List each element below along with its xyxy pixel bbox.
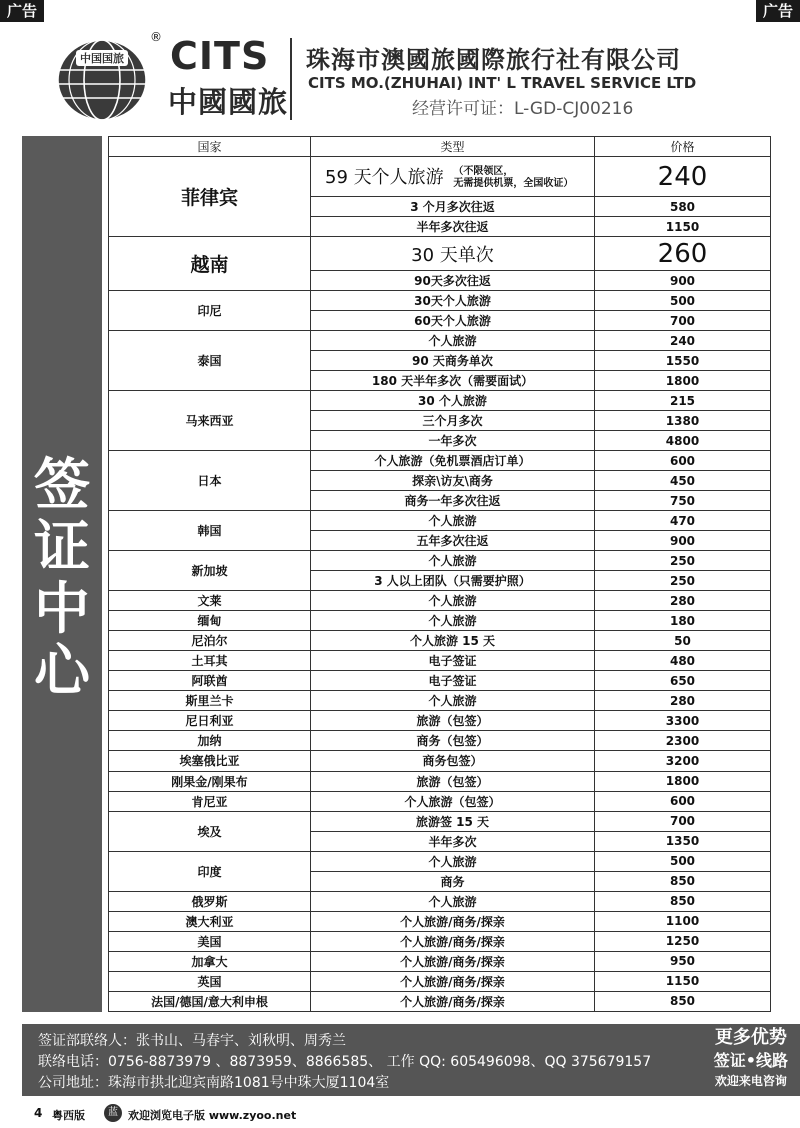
type-cell: 三个月多次 <box>311 411 595 431</box>
table-row <box>109 751 771 771</box>
type-cell: 个人旅游 <box>311 611 595 631</box>
type-cell: 半年多次 <box>311 831 595 851</box>
country-cell: 英国 <box>109 971 311 991</box>
type-cell: 探亲\访友\商务 <box>311 471 595 491</box>
type-cell: 180 天半年多次（需要面试） <box>311 371 595 391</box>
table-row <box>109 631 771 651</box>
price-cell: 180 <box>595 611 771 631</box>
type-cell: 个人旅游/商务/探亲 <box>311 991 595 1011</box>
type-cell: 3 个月多次往返 <box>311 197 595 217</box>
type-cell: 30 个人旅游 <box>311 391 595 411</box>
visa-price-table <box>108 136 771 1012</box>
company-name-en: CITS MO.(ZHUHAI) INT' L TRAVEL SERVICE LTD <box>308 74 697 92</box>
promo-line-2: 签证•线路 <box>713 1051 788 1070</box>
table-row <box>109 611 771 631</box>
promo-box <box>714 1026 788 1090</box>
type-cell: 旅游（包签） <box>311 771 595 791</box>
promo-line-3: 欢迎来电咨询 <box>714 1074 787 1088</box>
type-cell: 3 人以上团队（只需要护照） <box>311 571 595 591</box>
table-row <box>109 911 771 931</box>
country-cell: 澳大利亚 <box>109 911 311 931</box>
price-cell: 280 <box>595 691 771 711</box>
price-cell: 4800 <box>595 431 771 451</box>
country-cell: 肯尼亚 <box>109 791 311 811</box>
edition-label: 粤西版 <box>52 1109 85 1122</box>
country-cell: 菲律宾 <box>109 157 311 237</box>
type-cell: 个人旅游 <box>311 331 595 351</box>
table-row <box>109 791 771 811</box>
price-cell: 1250 <box>595 931 771 951</box>
table-row <box>109 237 771 271</box>
country-cell: 加拿大 <box>109 951 311 971</box>
globe-text: 中国国旅 <box>80 52 124 65</box>
country-cell: 印度 <box>109 851 311 891</box>
price-cell: 850 <box>595 991 771 1011</box>
country-cell: 刚果金/刚果布 <box>109 771 311 791</box>
price-cell: 600 <box>595 791 771 811</box>
header-type: 类型 <box>311 137 595 157</box>
price-cell: 1380 <box>595 411 771 431</box>
price-cell: 600 <box>595 451 771 471</box>
price-cell: 1800 <box>595 771 771 791</box>
table-row <box>109 391 771 411</box>
type-cell: 30天个人旅游 <box>311 291 595 311</box>
price-cell: 500 <box>595 851 771 871</box>
contact-persons: 签证部联络人：张书山、马春宇、刘秋明、周秀兰 <box>38 1033 346 1049</box>
country-cell: 埃塞俄比亚 <box>109 751 311 771</box>
type-cell: 60天个人旅游 <box>311 311 595 331</box>
type-cell: 个人旅游 <box>311 891 595 911</box>
price-cell: 280 <box>595 591 771 611</box>
price-cell: 850 <box>595 871 771 891</box>
table-row <box>109 951 771 971</box>
type-cell: 个人旅游（免机票酒店订单） <box>311 451 595 471</box>
country-cell: 斯里兰卡 <box>109 691 311 711</box>
type-cell: 个人旅游 <box>311 551 595 571</box>
price-cell: 480 <box>595 651 771 671</box>
type-cell: 个人旅游 <box>311 851 595 871</box>
type-cell: 90 天商务单次 <box>311 351 595 371</box>
price-cell: 1150 <box>595 217 771 237</box>
country-cell: 泰国 <box>109 331 311 391</box>
promo-line-1: 更多优势 <box>714 1027 787 1048</box>
type-cell: 90天多次往返 <box>311 271 595 291</box>
side-title-char: 签 <box>34 452 90 518</box>
table-row <box>109 651 771 671</box>
website-link[interactable]: 欢迎浏览电子版 www.zyoo.net <box>128 1109 297 1122</box>
type-cell: 个人旅游（包签） <box>311 791 595 811</box>
type-cell: 一年多次 <box>311 431 595 451</box>
country-cell: 土耳其 <box>109 651 311 671</box>
side-title-char: 心 <box>34 638 90 704</box>
type-cell: 商务（包签） <box>311 731 595 751</box>
table-row <box>109 811 771 831</box>
type-cell <box>311 157 595 197</box>
price-cell: 3300 <box>595 711 771 731</box>
price-cell: 1550 <box>595 351 771 371</box>
country-cell: 埃及 <box>109 811 311 851</box>
type-cell: 商务包签） <box>311 751 595 771</box>
type-cell: 个人旅游/商务/探亲 <box>311 931 595 951</box>
price-cell: 750 <box>595 491 771 511</box>
table-row <box>109 971 771 991</box>
type-cell: 个人旅游 <box>311 591 595 611</box>
header <box>0 28 800 128</box>
price-cell: 1350 <box>595 831 771 851</box>
price-cell: 1150 <box>595 971 771 991</box>
type-cell: 商务一年多次往返 <box>311 491 595 511</box>
country-cell: 尼日利亚 <box>109 711 311 731</box>
price-cell: 850 <box>595 891 771 911</box>
type-cell: 个人旅游 15 天 <box>311 631 595 651</box>
table-row <box>109 691 771 711</box>
price-cell: 450 <box>595 471 771 491</box>
country-cell: 韩国 <box>109 511 311 551</box>
brand-name: CITS <box>170 34 270 78</box>
table-row <box>109 291 771 311</box>
price-cell: 470 <box>595 511 771 531</box>
table-row <box>109 931 771 951</box>
contact-phones: 联络电话：0756-8873979 、8873959、8866585、 工作 QQ: 605496098、QQ 375679157 <box>38 1054 652 1070</box>
table-row <box>109 851 771 871</box>
table-row <box>109 991 771 1011</box>
company-name-cn: 珠海市澳國旅國際旅行社有限公司 <box>306 46 681 74</box>
page-number: 4 <box>34 1106 43 1120</box>
country-cell: 越南 <box>109 237 311 291</box>
type-cell: 个人旅游/商务/探亲 <box>311 951 595 971</box>
type-cell: 旅游签 15 天 <box>311 811 595 831</box>
license-number: 经营许可证：L-GD-CJ00216 <box>412 99 634 119</box>
type-cell: 半年多次往返 <box>311 217 595 237</box>
price-cell: 900 <box>595 271 771 291</box>
side-banner <box>22 136 102 1012</box>
type-cell: 个人旅游/商务/探亲 <box>311 911 595 931</box>
price-cell: 2300 <box>595 731 771 751</box>
table-row <box>109 671 771 691</box>
side-title <box>22 454 102 702</box>
type-cell: 五年多次往返 <box>311 531 595 551</box>
type-note: （不限领区， 无需提供机票，全国收证） <box>453 166 574 190</box>
price-cell: 250 <box>595 571 771 591</box>
type-cell: 电子签证 <box>311 671 595 691</box>
table-row <box>109 511 771 531</box>
footer-contact-bar <box>22 1024 800 1096</box>
type-cell: 个人旅游 <box>311 691 595 711</box>
table-header-row <box>109 137 771 157</box>
country-cell: 阿联酋 <box>109 671 311 691</box>
price-cell: 50 <box>595 631 771 651</box>
type-cell: 电子签证 <box>311 651 595 671</box>
country-cell: 文莱 <box>109 591 311 611</box>
country-cell: 加纳 <box>109 731 311 751</box>
country-cell: 缅甸 <box>109 611 311 631</box>
price-cell: 500 <box>595 291 771 311</box>
table-row <box>109 591 771 611</box>
price-cell: 250 <box>595 551 771 571</box>
header-country: 国家 <box>109 137 311 157</box>
company-address: 公司地址：珠海市拱北迎宾南路1081号中珠大厦1104室 <box>38 1075 390 1091</box>
price-cell: 700 <box>595 311 771 331</box>
price-cell: 900 <box>595 531 771 551</box>
country-cell: 日本 <box>109 451 311 511</box>
brand-name-cn: 中國國旅 <box>168 85 289 119</box>
price-cell: 1800 <box>595 371 771 391</box>
registered-mark: ® <box>150 30 162 44</box>
page-footer <box>0 1102 800 1126</box>
type-cell: 30 天单次 <box>311 237 595 271</box>
header-price: 价格 <box>595 137 771 157</box>
table-row <box>109 331 771 351</box>
price-cell: 580 <box>595 197 771 217</box>
price-cell: 650 <box>595 671 771 691</box>
country-cell: 美国 <box>109 931 311 951</box>
country-cell: 新加坡 <box>109 551 311 591</box>
table-row <box>109 451 771 471</box>
country-cell: 马来西亚 <box>109 391 311 451</box>
type-main: 59 天个人旅游 <box>325 167 444 189</box>
price-cell: 240 <box>595 157 771 197</box>
header-divider <box>290 38 292 120</box>
price-cell: 700 <box>595 811 771 831</box>
country-cell: 尼泊尔 <box>109 631 311 651</box>
country-cell: 法国/德国/意大利申根 <box>109 991 311 1011</box>
price-cell: 3200 <box>595 751 771 771</box>
edition-badge-icon: 蓝 <box>104 1104 122 1122</box>
ad-tag-right: 广告 <box>756 0 800 22</box>
price-cell: 260 <box>595 237 771 271</box>
type-cell: 个人旅游/商务/探亲 <box>311 971 595 991</box>
country-cell: 俄罗斯 <box>109 891 311 911</box>
price-cell: 215 <box>595 391 771 411</box>
table-row <box>109 771 771 791</box>
price-cell: 240 <box>595 331 771 351</box>
table-row <box>109 731 771 751</box>
table-row <box>109 891 771 911</box>
table-row <box>109 157 771 197</box>
table-row <box>109 711 771 731</box>
country-cell: 印尼 <box>109 291 311 331</box>
type-cell: 旅游（包签） <box>311 711 595 731</box>
type-cell: 个人旅游 <box>311 511 595 531</box>
ad-tag-left: 广告 <box>0 0 44 22</box>
globe-logo-icon <box>52 34 152 124</box>
side-title-char: 中 <box>34 576 90 642</box>
table-row <box>109 551 771 571</box>
type-cell: 商务 <box>311 871 595 891</box>
price-cell: 950 <box>595 951 771 971</box>
side-title-char: 证 <box>34 514 90 580</box>
price-cell: 1100 <box>595 911 771 931</box>
